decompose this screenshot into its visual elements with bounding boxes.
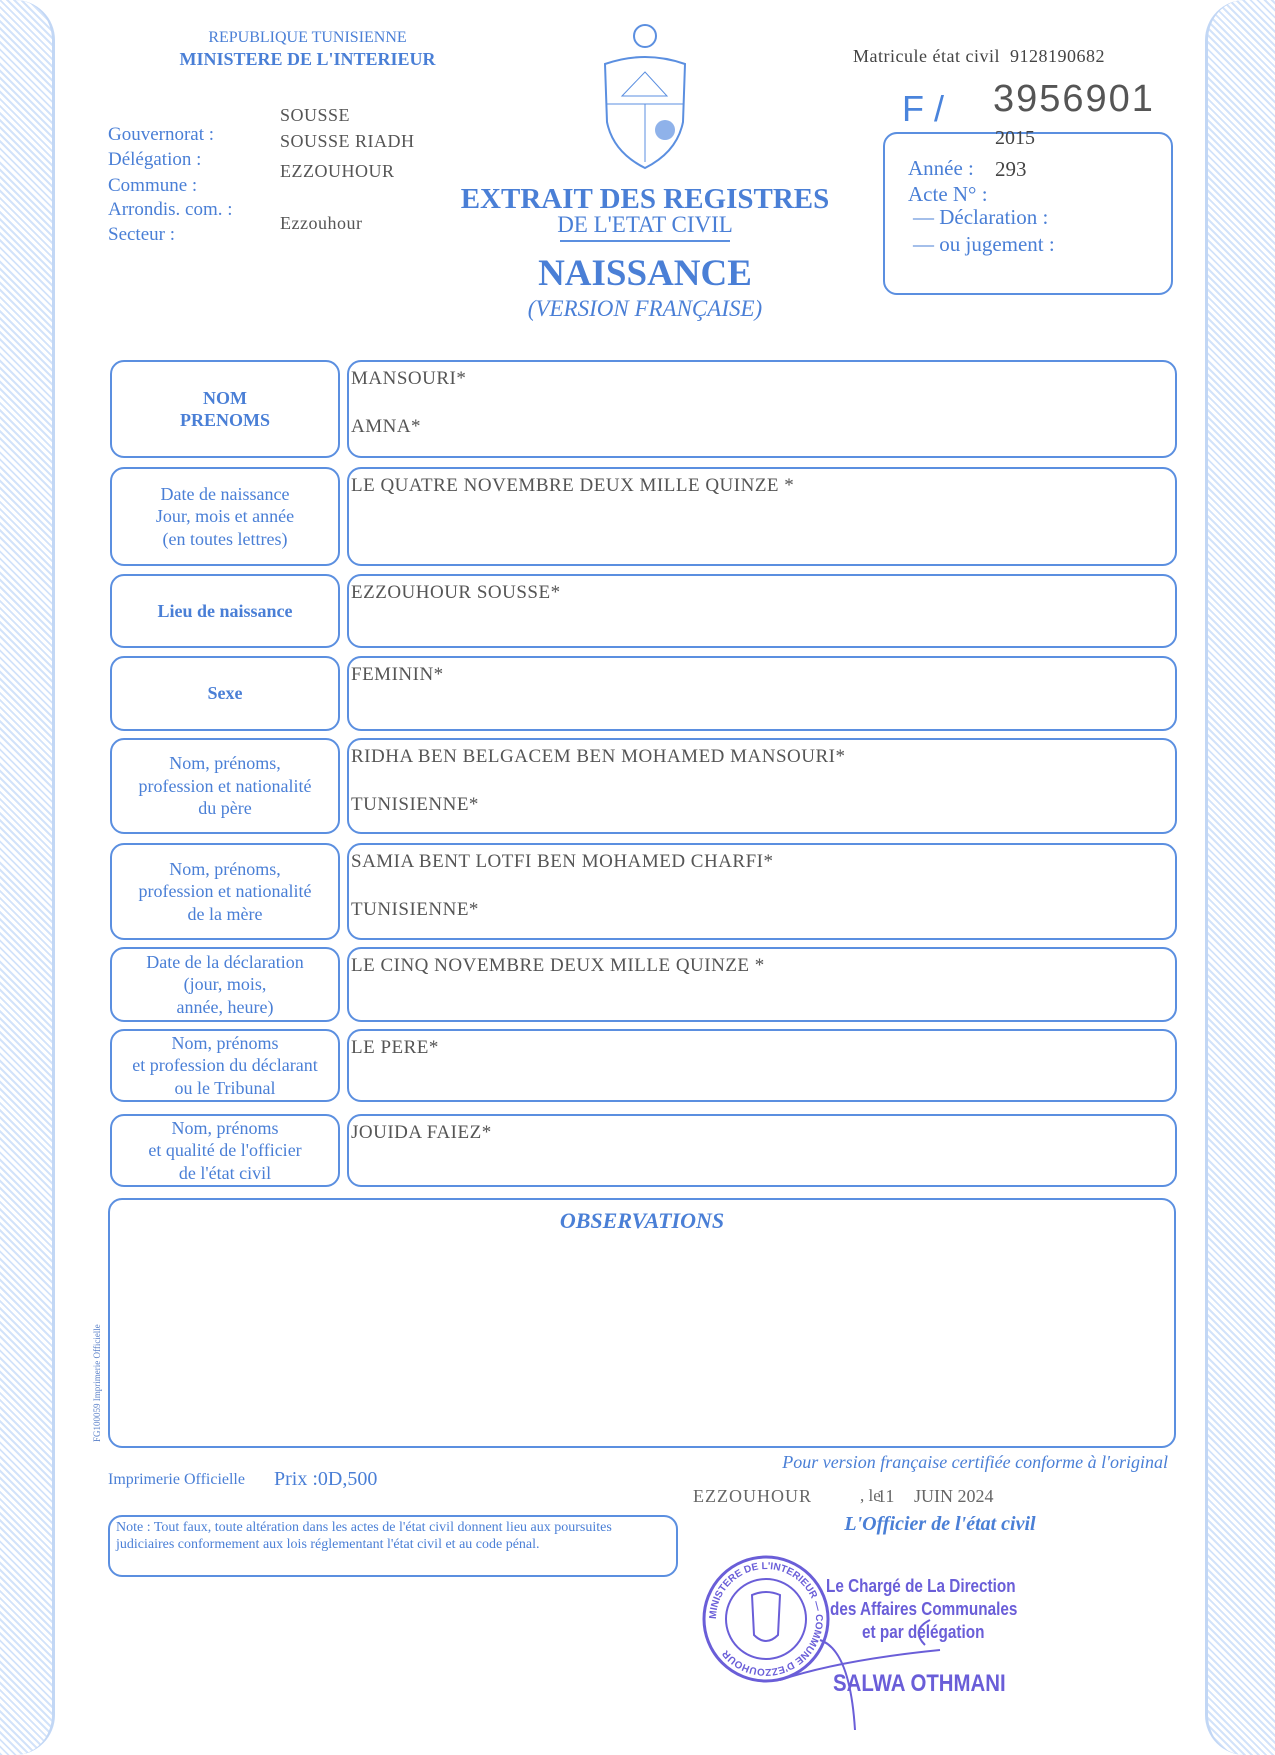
jugement-label: — ou jugement : [913,232,1055,256]
field-label-box [110,843,340,940]
gouvernorat-label: Gouvernorat : [108,124,215,145]
field-label: Date de la déclaration [146,951,304,972]
field-label: et qualité de l'officier [148,1140,302,1161]
ministry-label: MINISTERE DE L'INTERIEUR [179,49,436,69]
document-title: EXTRAIT DES REGISTRES [460,183,830,215]
stamp-text: MINISTERE DE L'INTERIEUR — COMMUNE D'EZZOUHOUR [707,1560,825,1678]
field-label: Nom, prénoms, [169,858,281,879]
field-label-box [110,738,340,834]
day-value: 11 [877,1486,895,1506]
field-label: (jour, mois, [183,974,267,995]
field-value: LE CINQ NOVEMBRE DEUX MILLE QUINZE * [351,955,765,976]
field-label-box [110,467,340,566]
printer-label: Imprimerie Officielle [108,1471,245,1488]
field-value: JOUIDA FAIEZ* [351,1122,492,1143]
signature-line-1: Le Chargé de La Direction [826,1576,1016,1596]
field-value-box [347,467,1177,566]
field-value: SAMIA BENT LOTFI BEN MOHAMED CHARFI* [351,851,774,872]
field-value-box [347,947,1177,1022]
act-type: NAISSANCE [538,253,752,294]
field-label-box [110,656,340,731]
field-label: de l'état civil [178,1162,272,1183]
acte-value: 293 [995,157,1027,181]
field-label: Nom, prénoms, [169,753,281,774]
secteur-value: Ezzouhour [280,213,363,233]
field-value-box [347,656,1177,731]
field-label: Date de naissance [160,483,290,504]
observations-title: OBSERVATIONS [559,1208,725,1233]
observations-box [108,1198,1176,1448]
document-subtitle: DE L'ETAT CIVIL [557,212,733,237]
annee-label: Année : [908,156,974,180]
field-label-box [110,574,340,648]
printer-code: FG100059 Imprimerie Officielle [92,1324,102,1442]
field-label: NOM [203,387,247,408]
le-label: , le [860,1486,881,1505]
serial-prefix: F / [902,88,944,129]
certification-text: Pour version française certifiée conforme à l'original [782,1452,1168,1472]
tunisia-emblem-icon [597,22,693,170]
field-label-box [110,947,340,1022]
delegation-label: Délégation : [108,149,202,170]
handwritten-signature-icon [760,1590,1060,1740]
field-value: TUNISIENNE* [351,794,479,815]
decorative-border-left [0,0,55,1755]
field-value: FEMININ* [351,664,444,685]
field-value: EZZOUHOUR SOUSSE* [351,582,561,603]
version-label: (VERSION FRANÇAISE) [527,296,763,321]
signature-line-3: et par délégation [862,1622,985,1642]
field-value-box [347,1029,1177,1102]
place-value: EZZOUHOUR [693,1486,812,1506]
field-label: Nom, prénoms [171,1117,279,1138]
field-label: (en toutes lettres) [162,528,288,549]
field-label-box [110,1029,340,1102]
field-value-box [347,738,1177,834]
delegation-value: SOUSSE RIADH [280,131,415,151]
signer-name: SALWA OTHMANI [833,1670,1006,1697]
field-value: LE PERE* [351,1037,439,1058]
matricule-label-text: Matricule état civil [853,46,1000,66]
field-value-box [347,1114,1177,1187]
price-label: Prix :0D,500 [274,1468,378,1490]
field-value: AMNA* [351,416,422,437]
secteur-label: Secteur : [108,224,176,245]
legal-note: Note : Tout faux, toute altération dans les actes de l'état civil donnent lieu aux poursuites judiciaires conformement aux lois réglementant l'état civil et au code pénal. [108,1515,678,1577]
field-value: TUNISIENNE* [351,899,479,920]
field-label: ou le Tribunal [174,1077,276,1098]
signature-line-2: des Affaires Communales [830,1599,1018,1619]
matricule-label [853,46,1105,67]
field-value: LE QUATRE NOVEMBRE DEUX MILLE QUINZE * [351,475,795,496]
matricule-value: 9128190682 [1009,46,1105,66]
field-value: RIDHA BEN BELGACEM BEN MOHAMED MANSOURI* [351,746,846,767]
field-label-box [110,360,340,458]
declaration-label: — Déclaration : [913,205,1049,229]
field-label-box [110,1114,340,1187]
field-label: profession et nationalité [138,775,312,796]
field-label: Nom, prénoms [171,1032,279,1053]
annee-value: 2015 [995,127,1035,149]
field-label: profession et nationalité [138,881,312,902]
field-label: Jour, mois et année [155,506,295,527]
field-value-box [347,360,1177,458]
gouvernorat-value: SOUSSE [280,105,351,125]
field-label: du père [198,798,252,819]
field-label: année, heure) [176,996,274,1017]
divider [560,240,730,242]
commune-value: EZZOUHOUR [280,161,395,181]
field-value-box [347,574,1177,648]
commune-label: Commune : [108,175,198,196]
field-label: et profession du déclarant [132,1055,318,1076]
field-label: Sexe [207,683,243,704]
arrondissement-label: Arrondis. com. : [108,199,233,220]
field-label: de la mère [187,903,263,924]
field-value-box [347,843,1177,940]
republic-label: REPUBLIQUE TUNISIENNE [208,29,407,46]
officer-title: L'Officier de l'état civil [844,1513,1036,1535]
date-value: JUIN 2024 [914,1486,994,1506]
field-label: PRENOMS [180,410,270,430]
field-label: Lieu de naissance [157,600,293,621]
acte-label: Acte N° : [908,182,988,206]
serial-number: 3956901 [993,78,1155,120]
decorative-border-right [1205,0,1275,1755]
field-value: MANSOURI* [351,368,467,389]
